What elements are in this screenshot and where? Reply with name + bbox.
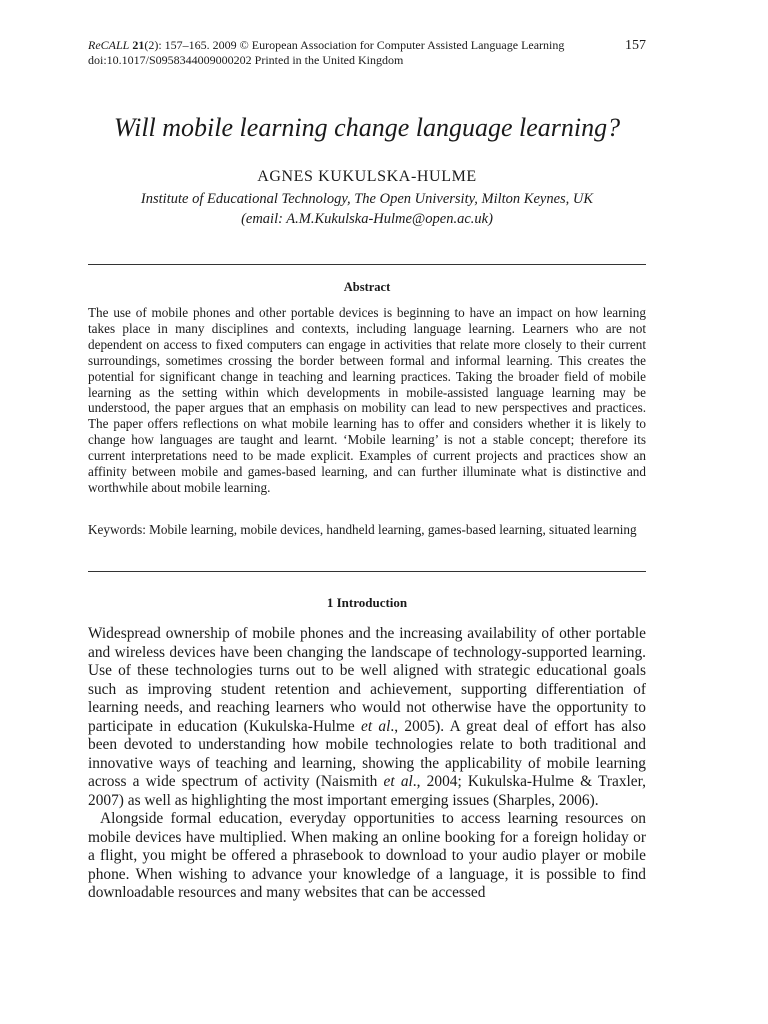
issue-pages: (2): 157–165. 2009 © European Association for Computer Assisted Language Learning xyxy=(144,38,565,52)
introduction-body xyxy=(88,625,646,903)
running-head xyxy=(88,38,646,68)
et-al: et al xyxy=(383,773,413,790)
journal-name: ReCALL xyxy=(88,38,130,52)
paragraph-text: ., 2004; Kukulska-Hulme & Traxler, 2007) as well as highlighting the most important emerging issues (Sharples, 2006). xyxy=(88,773,646,809)
abstract-heading: Abstract xyxy=(343,280,391,294)
et-al: et al xyxy=(361,717,391,735)
paragraph: Alongside formal education, everyday opportunities to access learning resources on mobile devices have multiplied. When making an online booking for a foreign holiday or a flight, you might be offered a phrasebook to download to your audio player or mobile phone. When wishing to advance your knowledge of a language, it is possible to find downloadable resources and many websites that can be accessed xyxy=(88,810,646,901)
doi-line: doi:10.1017/S0958344009000202 Printed in the United Kingdom xyxy=(88,53,404,67)
keywords: Keywords: Mobile learning, mobile devices, handheld learning, games-based learning, situated learning xyxy=(88,522,637,537)
paragraph-text: Widespread ownership of mobile phones and the increasing availability of other portable and wireless devices have been changing the landscape of technology-supported learning. Use of these technologies turns out to be well aligned with strategic educational goals such as improving student retention and achievement, supporting differentiation of learning needs, and reaching learners who would not otherwise have the opportunity to participate in education (Kukulska-Hulme xyxy=(88,625,646,735)
abstract-text: The use of mobile phones and other portable devices is beginning to have an impact on how learning takes place in many disciplines and contexts, including language learning. Learners who are not dependent on access to fixed computers can engage in activities that relate more closely to their current surroundings, sometimes crossing the border between formal and informal learning. This creates the potential for significant change in teaching and learning practices. Taking the broader field of mobile learning as the setting within which developments in mobile-assisted language learning may be understood, the paper argues that an emphasis on mobility can lead to new perspectives and practices. The paper offers reflections on what mobile learning has to offer and considers whether it is likely to change how languages are taught and learnt. ‘Mobile learning’ is not a stable concept; therefore its current interpretations need to be made explicit. Examples of current projects and practices show an affinity between mobile and games-based learning, and can further illuminate what is distinctive and worthwhile about mobile learning. xyxy=(88,305,646,495)
paper-title: Will mobile learning change language learning? xyxy=(113,113,621,142)
citation-line xyxy=(88,38,646,53)
author-email: (email: A.M.Kukulska-Hulme@open.ac.uk) xyxy=(241,211,493,227)
paragraph xyxy=(88,625,646,810)
author-name: AGNES KUKULSKA-HULME xyxy=(257,168,477,185)
paper-page xyxy=(88,0,646,1024)
divider-bottom xyxy=(88,571,646,572)
page-number: 157 xyxy=(625,38,646,53)
affiliation-block xyxy=(88,189,646,229)
divider-top xyxy=(88,264,646,265)
section-heading-introduction: 1 Introduction xyxy=(326,595,408,610)
paragraph-text: ., 2005). A great deal of effort has also been devoted to understanding how mobile technologies relate to both traditional and innovative ways of teaching and learning, showing the applicability of mobile learning across a wide spectrum of activity (Naismith xyxy=(88,717,646,790)
affiliation: Institute of Educational Technology, The Open University, Milton Keynes, UK xyxy=(140,191,594,207)
journal-volume: 21 xyxy=(132,38,145,52)
